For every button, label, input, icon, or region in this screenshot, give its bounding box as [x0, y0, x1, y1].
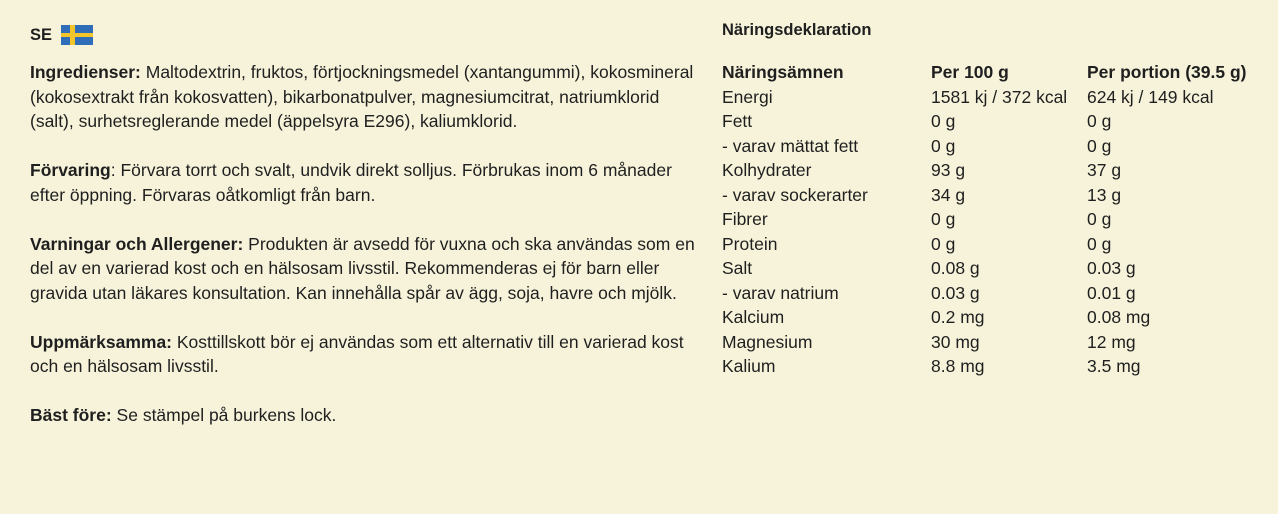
notice-section — [30, 330, 700, 379]
per-100g-value: 0 g — [931, 233, 956, 254]
per-portion-value: 0.03 g — [1087, 258, 1136, 278]
nutrition-table — [722, 60, 1267, 379]
per-portion-value: 37 g — [1087, 160, 1122, 180]
table-row — [722, 330, 1267, 355]
table-row — [722, 256, 1267, 281]
language-code: SE — [30, 25, 53, 44]
storage-section — [30, 158, 700, 207]
nutrient-name: Kalium — [722, 356, 776, 376]
per-100g-value: 0.08 g — [931, 258, 980, 278]
per-100g-value: 0 g — [931, 209, 956, 229]
per-portion-value: 0 g — [1087, 233, 1112, 254]
header-per-100g: Per 100 g — [931, 62, 1009, 82]
per-100g-value: 34 g — [931, 184, 966, 205]
ingredients-label: Ingredienser: — [30, 62, 141, 82]
per-portion-value: 624 kj / 149 kcal — [1087, 86, 1214, 107]
nutrition-header-row — [722, 60, 1267, 85]
nutrient-name: Kalcium — [722, 307, 785, 327]
table-row — [722, 305, 1267, 330]
table-row — [722, 354, 1267, 379]
per-portion-value: 0 g — [1087, 209, 1112, 229]
per-100g-value: 0.03 g — [931, 282, 980, 303]
nutrition-rows — [722, 85, 1267, 379]
per-portion-value: 13 g — [1087, 184, 1122, 205]
nutrient-name: Fett — [722, 111, 753, 131]
nutrient-name: - varav mättat fett — [722, 135, 859, 156]
table-row — [722, 207, 1267, 232]
notice-label: Uppmärksamma: — [30, 331, 172, 352]
language-header — [30, 24, 700, 46]
nutrient-name: - varav sockerarter — [722, 184, 868, 205]
best-before-text: Se stämpel på burkens lock. — [111, 405, 337, 425]
per-portion-value: 0 g — [1087, 135, 1112, 156]
per-100g-value: 1581 kj / 372 kcal — [931, 86, 1068, 107]
sweden-flag-icon — [61, 25, 93, 45]
nutrient-name: Kolhydrater — [722, 160, 812, 180]
table-row — [722, 134, 1267, 159]
per-100g-value: 0 g — [931, 111, 956, 131]
warnings-label: Varningar och Allergener: — [30, 233, 244, 254]
per-portion-value: 3.5 mg — [1087, 356, 1141, 376]
nutrient-name: Magnesium — [722, 331, 813, 352]
per-100g-value: 0 g — [931, 135, 956, 156]
product-info-panel — [30, 24, 700, 452]
per-100g-value: 30 mg — [931, 331, 980, 352]
per-portion-value: 0.08 mg — [1087, 307, 1151, 327]
table-row — [722, 183, 1267, 208]
ingredients-section — [30, 60, 700, 134]
header-nutrient: Näringsämnen — [722, 62, 844, 82]
table-row — [722, 109, 1267, 134]
header-per-portion: Per portion (39.5 g) — [1087, 62, 1247, 82]
per-portion-value: 0.01 g — [1087, 282, 1136, 303]
per-portion-value: 12 mg — [1087, 331, 1136, 352]
nutrition-panel — [722, 18, 1267, 379]
per-100g-value: 8.8 mg — [931, 356, 985, 376]
storage-label: Förvaring — [30, 160, 111, 180]
per-100g-value: 93 g — [931, 160, 966, 180]
table-row — [722, 281, 1267, 306]
per-100g-value: 0.2 mg — [931, 307, 985, 327]
table-row — [722, 232, 1267, 257]
ingredients-text: Maltodextrin, fruktos, förtjockningsmedel (xantangummi), kokosmineral (kokosextrakt från kokosvatten), bikarbonatpulver, magnesiumcitrat, natriumklorid (salt), surhetsreglerande medel (äppelsyra E296), kaliumklorid. — [30, 62, 694, 131]
storage-text: : Förvara torrt och svalt, undvik direkt solljus. Förbrukas inom 6 månader efter öppning. Förvaras oåtkomligt från barn. — [30, 160, 672, 205]
table-row — [722, 85, 1267, 110]
nutrient-name: Fibrer — [722, 209, 768, 229]
nutrition-title: Näringsdeklaration — [722, 21, 872, 39]
nutrient-name: Protein — [722, 233, 778, 254]
best-before-section — [30, 403, 700, 428]
nutrient-name: - varav natrium — [722, 282, 839, 303]
warnings-text: Produkten är avsedd för vuxna och ska användas som en del av en varierad kost och en hälsosam livsstil. Rekommenderas ej för barn eller gravida utan läkares konsultation. Kan innehålla spår av ägg, soja, havre och mjölk. — [30, 233, 695, 303]
warnings-section — [30, 232, 700, 306]
best-before-label: Bäst före: — [30, 405, 112, 425]
table-row — [722, 158, 1267, 183]
notice-text: Kosttillskott bör ej användas som ett alternativ till en varierad kost och en hälsosam livsstil. — [30, 331, 684, 376]
per-portion-value: 0 g — [1087, 111, 1112, 131]
nutrient-name: Salt — [722, 258, 753, 278]
nutrient-name: Energi — [722, 86, 773, 107]
